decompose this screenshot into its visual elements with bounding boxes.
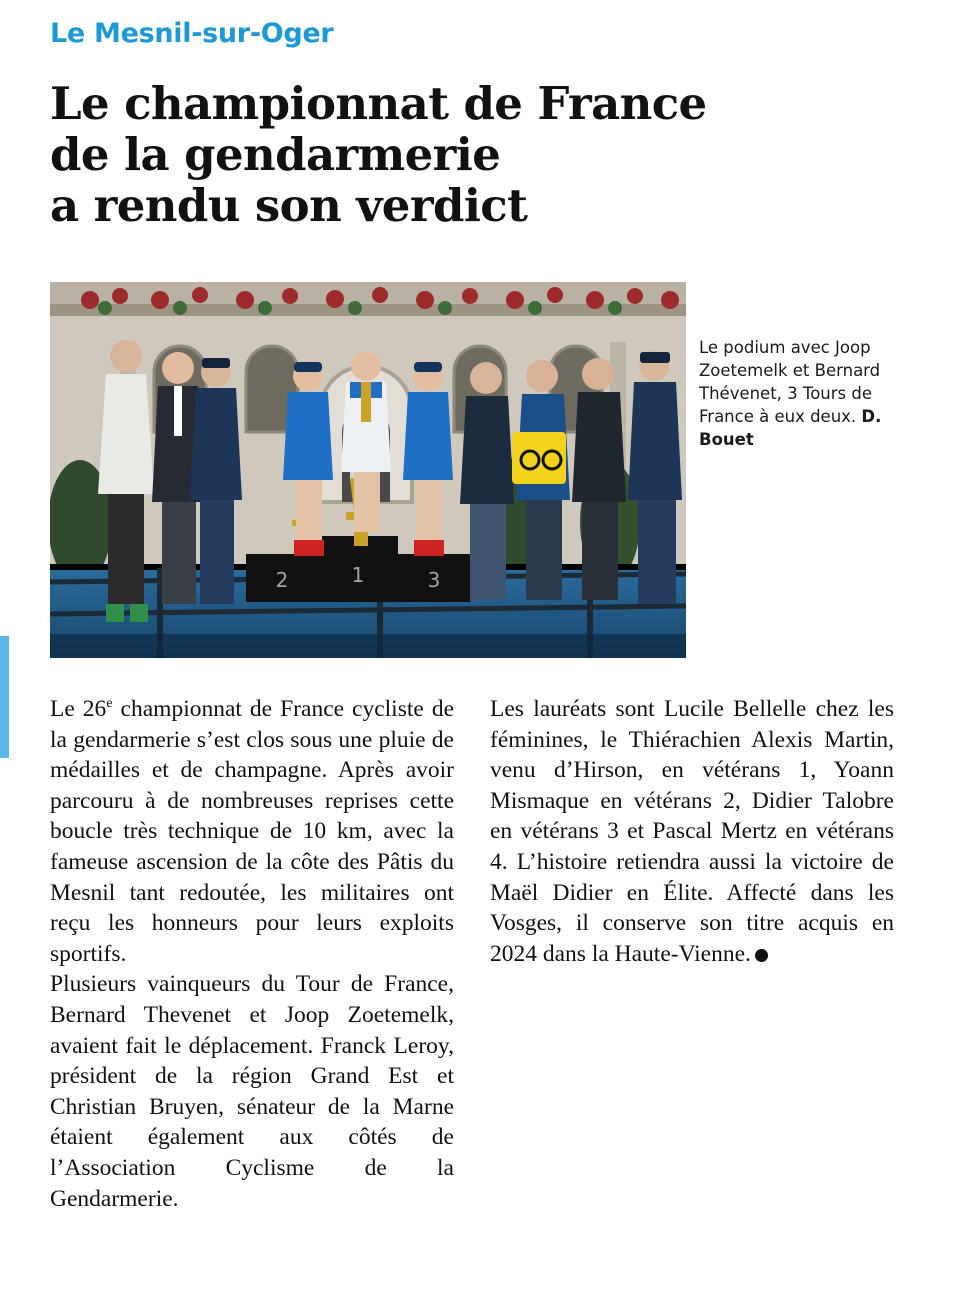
caption-credit: D. Bouet bbox=[699, 407, 882, 449]
article-photo bbox=[50, 282, 686, 658]
body-paragraph-1: Le 26e championnat de France cycliste de la gendarmerie s’est clos sous une pluie de médailles et de champagne. Après avoir parcouru à de nombreuses reprises cette boucle très technique de 10 km, avec la fameuse ascension de la côte des Pâtis du Mesnil tant redoutée, les militaires ont reçu les honneurs pour leurs exploits sportifs. bbox=[50, 695, 454, 967]
svg-text:3: 3 bbox=[427, 568, 441, 592]
page-title bbox=[50, 78, 850, 231]
headline-line-3: a rendu son verdict bbox=[50, 179, 528, 232]
decorative-blue-rule bbox=[0, 636, 9, 758]
ordinal-suffix: e bbox=[106, 695, 113, 712]
body-paragraph-3-text: Les lauréats sont Lucile Bellelle chez les féminines, le Thiérachien Alexis Martin, venu d’Hirson, en vétérans 1, Yoann Mismaque en vétérans 2, Didier Talobre en vétérans 3 et Pascal Mertz en vétérans 4. L’histoire retiendra aussi la victoire de Maël Didier en Élite. Affecté dans les Vosges, il conserve son titre acquis en 2024 dans la Haute-Vienne. bbox=[490, 696, 894, 967]
headline-line-2: de la gendarmerie bbox=[50, 128, 501, 181]
body-paragraph-3 bbox=[490, 694, 894, 969]
end-mark bbox=[755, 949, 768, 962]
body-paragraph-2: Plusieurs vainqueurs du Tour de France, Bernard Thevenet et Joop Zoetemelk, avaient fait le déplacement. Franck Leroy, président de la région Grand Est et Christian Bruyen, sénateur de la Marne étaient également aux côtés de l’Association Cyclisme de la Gendarmerie. bbox=[50, 971, 454, 1212]
body-column-left bbox=[50, 694, 454, 1214]
headline-line-1: Le championnat de France bbox=[50, 77, 707, 130]
podium-photo-illustration bbox=[50, 282, 686, 658]
body-column-right bbox=[490, 694, 894, 969]
caption-text: Le podium avec Joop Zoetemelk et Bernard Thévenet, 3 Tours de France à eux deux. bbox=[699, 338, 881, 426]
article-kicker: Le Mesnil-sur-Oger bbox=[50, 18, 334, 49]
svg-text:2: 2 bbox=[275, 568, 289, 592]
svg-text:1: 1 bbox=[351, 563, 365, 587]
photo-caption bbox=[699, 336, 914, 451]
